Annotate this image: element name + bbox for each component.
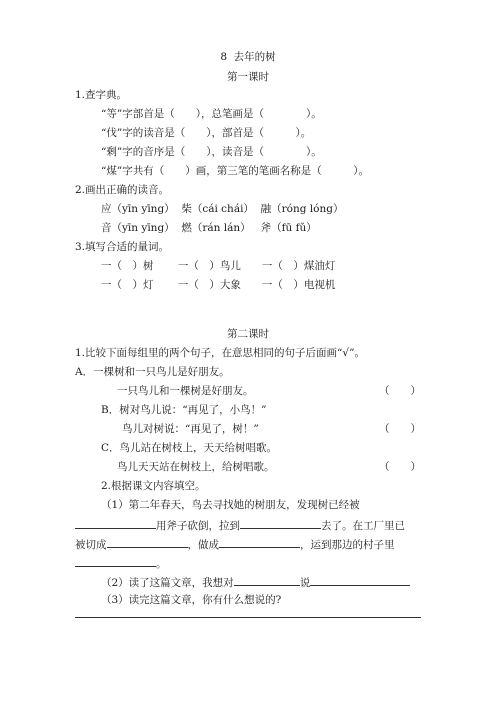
group-a-sentence-1: A．一棵树和一只鸟儿是好朋友。 [75, 366, 230, 378]
q2-line-1: 应（yīn yīng） 柴（cái chái） 融（róng lóng） [101, 203, 344, 215]
blank-cut-into[interactable] [107, 536, 188, 548]
group-a-answer-bracket[interactable]: （ ） [379, 385, 421, 397]
q3-line-1: 一（ ）树 一（ ）鸟儿 一（ ）煤油灯 [101, 260, 336, 272]
blank-say-what[interactable] [310, 574, 410, 586]
lesson2-heading: 第二课时 [227, 328, 269, 340]
blank-village[interactable] [75, 555, 156, 567]
q1-title: 1.查字典。 [75, 89, 128, 101]
group-b-sentence-2: 鸟儿对树说：“再见了，树！” [122, 423, 259, 435]
blank-say-to[interactable] [234, 574, 300, 586]
fill-para1-line4: 。 [75, 555, 167, 571]
q1-line-4: “煤”字共有（ ）画，第三笔的笔画名称是（ ）。 [101, 165, 369, 177]
group-c-answer-bracket[interactable]: （ ） [379, 461, 421, 473]
fill-para2: （2）读了这篇文章，我想对 说 [101, 574, 410, 590]
page-title: 8 去年的树 [220, 51, 276, 63]
group-c-sentence-1: C．鸟儿站在树枝上，天天给树唱歌。 [101, 442, 278, 454]
group-b-answer-bracket[interactable]: （ ） [379, 423, 421, 435]
q1-line-1: “等”字部首是（ ），总笔画是（ ）。 [101, 108, 322, 120]
fill-para1-line1: （1）第二年春天，鸟去寻找她的树朋友，发现树已经被 [101, 499, 360, 511]
group-b-sentence-1: B．树对鸟儿说：“再见了，小鸟！” [101, 404, 267, 416]
q2-title: 2.画出正确的读音。 [75, 184, 170, 196]
lesson1-heading: 第一课时 [227, 71, 269, 83]
group-a-sentence-2: 一只鸟儿和一棵树是好朋友。 [117, 385, 254, 397]
q1-line-2: “伐”字的读音是（ ），部首是（ ）。 [101, 127, 312, 139]
q2-line-2: 音（yīn yīng） 燃（rán lán） 斧（fū fǔ） [101, 222, 317, 234]
group-c-sentence-2: 鸟儿天天站在树枝上，给树唱歌。 [117, 461, 275, 473]
fill-para1-line2: 用斧子砍倒，拉到 去了。在工厂里已 [75, 517, 405, 533]
blank-who-cut[interactable] [75, 517, 156, 529]
l2-q1-title: 1.比较下面每组里的两个句子，在意思相同的句子后面画“√”。 [75, 347, 365, 359]
answer-line[interactable] [75, 617, 421, 618]
q1-line-3: “剩”字的音序是（ ），读音是（ ）。 [101, 146, 322, 158]
l2-q2-title: 2.根据课文内容填空。 [101, 480, 206, 492]
blank-made-into[interactable] [219, 536, 300, 548]
fill-para3: （3）读完这篇文章，你有什么想说的? [101, 594, 282, 606]
q3-title: 3.填写合适的量词。 [75, 241, 170, 253]
fill-para1-line3: 被切成 ，做成 ，运到那边的村子里 [75, 536, 395, 552]
q3-line-2: 一（ ）灯 一（ ）大象 一（ ）电视机 [101, 279, 336, 291]
blank-where[interactable] [240, 517, 321, 529]
